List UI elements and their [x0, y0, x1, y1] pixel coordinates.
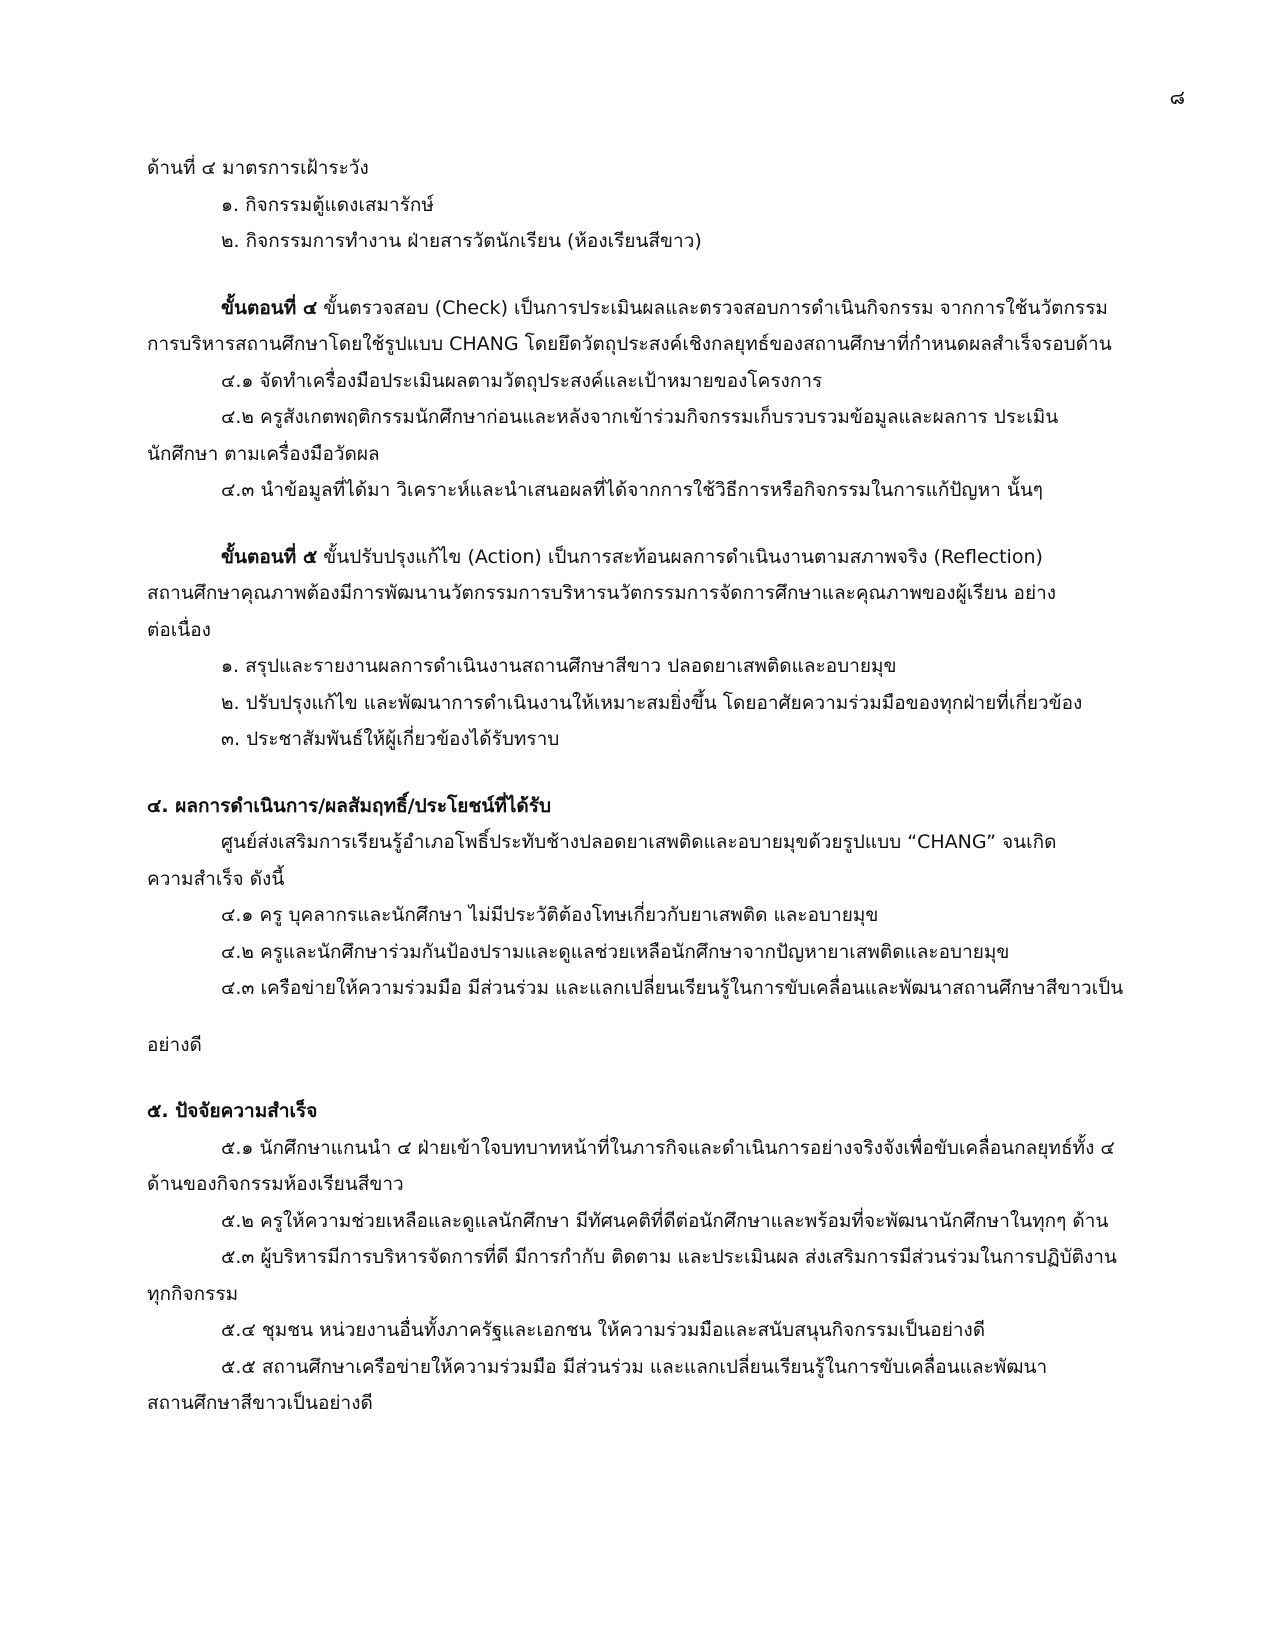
results-item-2: ๔.๒ ครูและนักศึกษาร่วมกันป้องปรามและดูแลช่วยเหลือนักศึกษาจากปัญหายาเสพติดและอบายมุข	[221, 940, 1010, 963]
step5-item-3: ๓. ประชาสัมพันธ์ให้ผู้เกี่ยวข้องได้รับทราบ	[221, 728, 560, 750]
success-item-3-line-1: ๕.๓ ผู้บริหารมีการบริหารจัดการที่ดี มีการกำกับ ติดตาม และประเมินผล ส่งเสริมการมีส่วนร่วมในการปฏิบัติงาน	[221, 1246, 1117, 1268]
results-intro-line-2: ความสำเร็จ ดังนี้	[147, 867, 285, 890]
spacer	[147, 758, 1185, 788]
step4-item-3: ๔.๓ นำข้อมูลที่ได้มา วิเคราะห์และนำเสนอผลที่ได้จากการใช้วิธีการหรือกิจกรรมในการแก้ปัญหา นั้นๆ	[221, 479, 1044, 501]
step4-item-2-line-1: ๔.๒ ครูสังเกตพฤติกรรมนักศึกษาก่อนและหลังจากเข้าร่วมกิจกรรมเก็บรวบรวมข้อมูลและผลการ ประเมิน	[221, 406, 1059, 428]
step4-line-1-text: ขั้นตรวจสอบ (Check) เป็นการประเมินผลและตรวจสอบการดำเนินกิจกรรม จากการใช้นวัตกรรม	[317, 296, 1108, 319]
step5-line-1-text: ขั้นปรับปรุงแก้ไข (Action) เป็นการสะท้อนผลการดำเนินงานตามสภาพจริง (Reflection)	[317, 545, 1043, 568]
step5-label: ขั้นตอนที่ ๕	[221, 545, 318, 568]
success-item-2: ๕.๒ ครูให้ความช่วยเหลือและดูแลนักศึกษา มีทัศนคติที่ดีต่อนักศึกษาและพร้อมที่จะพัฒนานักศึกษาในทุกๆ ด้าน	[221, 1209, 1109, 1232]
page-number: ๘	[1169, 85, 1185, 109]
step4-item-2-line-2: นักศึกษา ตามเครื่องมือวัดผล	[147, 442, 380, 465]
spacer	[147, 509, 1185, 539]
success-item-4: ๕.๔ ชุมชน หน่วยงานอื่นทั้งภาครัฐและเอกชน ให้ความร่วมมือและสนับสนุนกิจกรรมเป็นอย่างดี	[221, 1319, 986, 1341]
step5-line-3: ต่อเนื่อง	[147, 618, 211, 641]
step4-item-1: ๔.๑ จัดทำเครื่องมือประเมินผลตามวัตถุประสงค์และเป้าหมายของโครงการ	[221, 369, 823, 392]
success-item-5-line-1: ๕.๕ สถานศึกษาเครือข่ายให้ความร่วมมือ มีส่วนร่วม และแลกเปลี่ยนเรียนรู้ในการขับเคลื่อนและพัฒนา	[221, 1355, 1048, 1378]
section4-item-2: ๒. กิจกรรมการทำงาน ฝ่ายสารวัตนักเรียน (ห้องเรียนสีขาว)	[221, 230, 702, 252]
success-item-1-line-1: ๕.๑ นักศึกษาแกนนำ ๔ ฝ่ายเข้าใจบทบาทหน้าที่ในภารกิจและดำเนินการอย่างจริงจังเพื่อขับเคลื่อนกลยุทธ์ทั้ง ๔	[221, 1136, 1115, 1159]
results-item-1: ๔.๑ ครู บุคลากรและนักศึกษา ไม่มีประวัติต้องโทษเกี่ยวกับยาเสพติด และอบายมุข	[221, 904, 879, 926]
page-content	[147, 150, 1185, 1422]
results-intro-line-1: ศูนย์ส่งเสริมการเรียนรู้อำเภอโพธิ์ประทับช้างปลอดยาเสพติดและอบายมุขด้วยรูปแบบ “CHANG” จนเกิด	[221, 831, 1057, 853]
step5-line-2: สถานศึกษาคุณภาพต้องมีการพัฒนานวัตกรรมการบริหารนวัตกรรมการจัดการศึกษาและคุณภาพของผู้เรียน อย่าง	[147, 582, 1057, 604]
results-item-3-line-1: ๔.๓ เครือข่ายให้ความร่วมมือ มีส่วนร่วม และแลกเปลี่ยนเรียนรู้ในการขับเคลื่อนและพัฒนาสถานศึกษาสีขาวเป็น	[221, 977, 1124, 999]
results-heading: ๔. ผลการดำเนินการ/ผลสัมฤทธิ์/ประโยชน์ที่ได้รับ	[147, 794, 552, 817]
spacer	[147, 260, 1185, 290]
section4-header: ด้านที่ ๔ มาตรการเฝ้าระวัง	[147, 157, 369, 179]
step4-line-2: การบริหารสถานศึกษาโดยใช้รูปแบบ CHANG โดยยึดวัตถุประสงค์เชิงกลยุทธ์ของสถานศึกษาที่กำหนดผลสำเร็จรอบด้าน	[147, 333, 1112, 355]
step5-item-1: ๑. สรุปและรายงานผลการดำเนินงานสถานศึกษาสีขาว ปลอดยาเสพติดและอบายมุข	[221, 655, 897, 677]
step5-line-1	[147, 539, 1185, 576]
success-item-3-line-2: ทุกกิจกรรม	[147, 1282, 239, 1305]
success-item-5-line-2: สถานศึกษาสีขาวเป็นอย่างดี	[147, 1392, 373, 1414]
spacer	[147, 1007, 1185, 1027]
step4-line-1	[147, 290, 1185, 327]
results-item-3-line-2: อย่างดี	[147, 1033, 202, 1056]
section4-item-1: ๑. กิจกรรมตู้แดงเสมารักษ์	[221, 193, 434, 216]
spacer	[147, 1063, 1185, 1093]
step4-label: ขั้นตอนที่ ๔	[221, 296, 318, 319]
success-heading: ๕. ปัจจัยความสำเร็จ	[147, 1100, 318, 1122]
step5-item-2: ๒. ปรับปรุงแก้ไข และพัฒนาการดำเนินงานให้เหมาะสมยิ่งขึ้น โดยอาศัยความร่วมมือของทุกฝ่ายที่เกี่ยวข้อง	[221, 691, 1083, 714]
success-item-1-line-2: ด้านของกิจกรรมห้องเรียนสีขาว	[147, 1173, 404, 1195]
